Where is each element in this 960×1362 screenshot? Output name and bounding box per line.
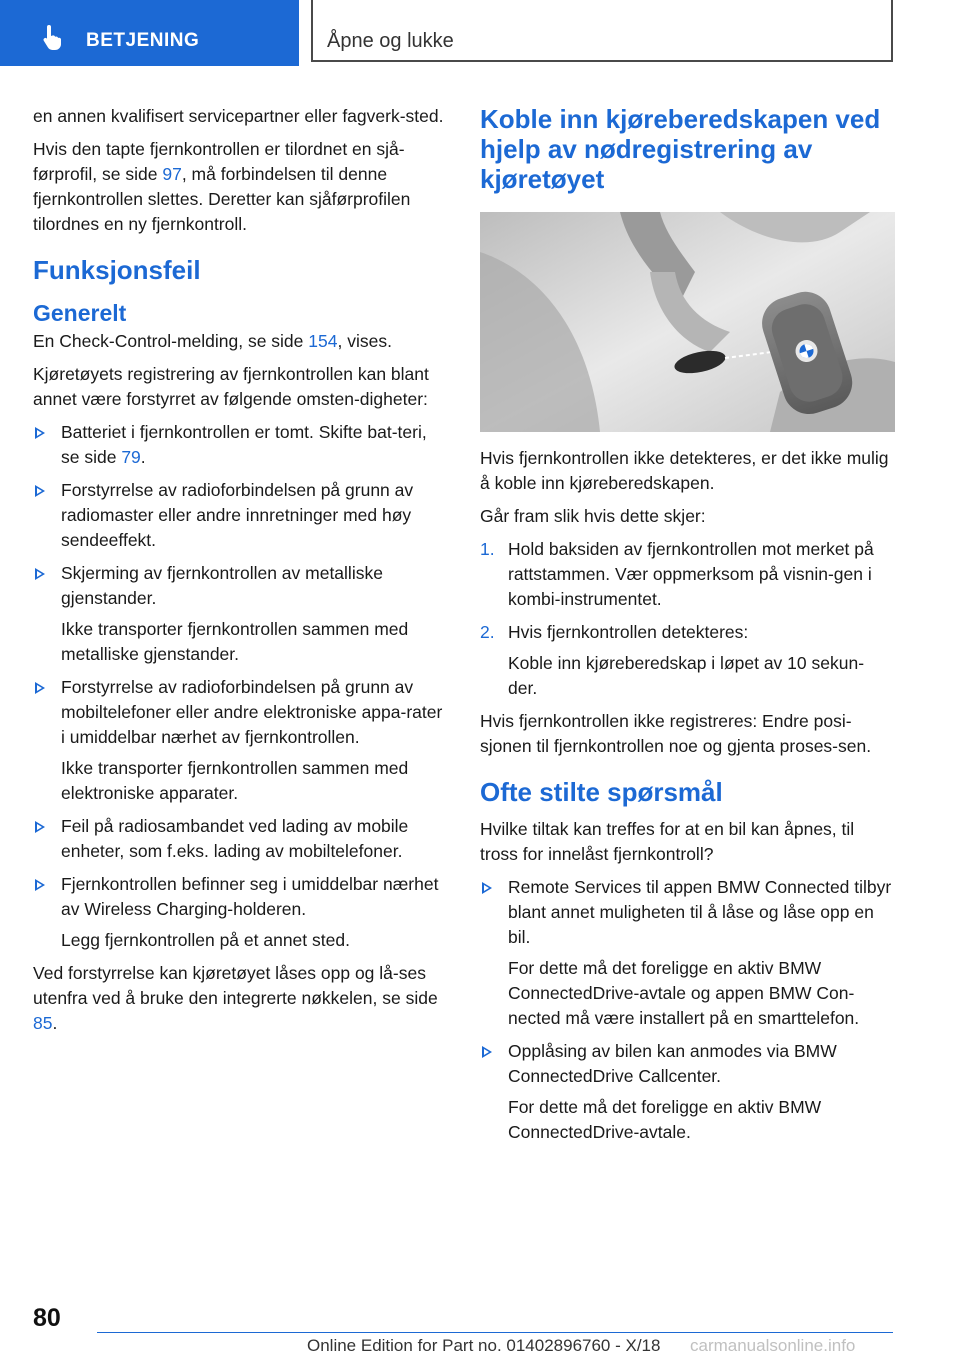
steering-column-illustration — [480, 212, 895, 432]
paragraph: Hvis fjernkontrollen ikke detekteres, er det ikke mulig å koble inn kjøreberedskapen. — [480, 448, 889, 493]
triangle-bullet-icon — [35, 821, 45, 833]
text: . — [52, 1013, 58, 1033]
list-item — [33, 814, 445, 864]
text: En Check-Control-melding, se side — [33, 331, 309, 351]
triangle-bullet-icon — [482, 882, 492, 894]
left-column — [33, 104, 445, 1044]
paragraph: Hvilke tiltak kan treffes for at en bil kan åpnes, til tross for innelåst fjernkontroll? — [480, 819, 855, 864]
sub-text: Ikke transporter fjernkontrollen sammen med metalliske gjenstander. — [61, 619, 409, 664]
paragraph: Kjøretøyets registrering av fjernkontrollen kan blant annet være forstyrret av følgende omsten-digheter: — [33, 364, 429, 409]
triangle-bullet-icon — [35, 682, 45, 694]
paragraph — [33, 961, 445, 1036]
watermark: carmanualsonline.info — [690, 1336, 856, 1355]
heading-koble-inn: Koble inn kjøreberedskapen ved hjelp av nødregistrering av kjøretøyet — [480, 104, 881, 194]
text: , vises. — [337, 331, 392, 351]
section-title: Åpne og lukke — [327, 30, 454, 52]
heading-generelt: Generelt — [33, 300, 127, 326]
triangle-bullet-icon — [35, 879, 45, 891]
right-column — [480, 104, 892, 1153]
list-item — [33, 675, 445, 806]
list-item — [480, 1039, 892, 1145]
bullet-list — [33, 420, 445, 953]
list-item — [33, 420, 445, 470]
text: Batteriet i fjernkontrollen er tomt. Skifte bat-teri, se side — [61, 422, 427, 467]
text: Forstyrrelse av radioforbindelsen på grunn av mobiltelefoner eller andre elektroniske appa-rater i umiddelbar nærhet av fjernkontrollen. — [61, 677, 443, 747]
section-tab — [311, 0, 893, 62]
page-footer — [0, 1300, 960, 1362]
page-header — [0, 0, 960, 66]
triangle-bullet-icon — [35, 485, 45, 497]
list-item — [33, 561, 445, 667]
text: Feil på radiosambandet ved lading av mobile enheter, som f.eks. lading av mobiltelefoner. — [61, 816, 409, 861]
triangle-bullet-icon — [482, 1046, 492, 1058]
list-item — [33, 478, 445, 553]
paragraph: Går fram slik hvis dette skjer: — [480, 506, 706, 526]
text: Hold baksiden av fjernkontrollen mot merket på rattstammen. Vær oppmerksom på visnin-gen i kombi-instrumentet. — [508, 539, 874, 609]
heading-funksjonsfeil: Funksjonsfeil — [33, 255, 201, 285]
heading-ofte-stilte: Ofte stilte spørsmål — [480, 777, 723, 807]
steering-column-photo — [480, 212, 895, 432]
sub-text: Koble inn kjøreberedskap i løpet av 10 sekun-der. — [508, 653, 865, 698]
text: Skjerming av fjernkontrollen av metalliske gjenstander. — [61, 563, 383, 608]
sub-text: For dette må det foreligge en aktiv BMW ConnectedDrive-avtale og appen BMW Con-nected må være installert på en smarttelefon. — [508, 958, 860, 1028]
page-link[interactable]: 97 — [162, 164, 182, 184]
paragraph: Hvis fjernkontrollen ikke registreres: Endre posi-sjonen til fjernkontrollen noe og gjenta proses-sen. — [480, 711, 872, 756]
step-number: 1. — [480, 539, 495, 559]
text: Opplåsing av bilen kan anmodes via BMW ConnectedDrive Callcenter. — [508, 1041, 837, 1086]
paragraph — [33, 329, 445, 354]
text: Hvis den tapte fjernkontrollen er tilordnet en sjå-førprofil, se side — [33, 139, 405, 184]
sub-text: Ikke transporter fjernkontrollen sammen med elektroniske apparater. — [61, 758, 409, 803]
footer-divider — [97, 1332, 893, 1333]
chapter-tab — [0, 0, 299, 66]
text: Forstyrrelse av radioforbindelsen på grunn av radiomaster eller andre innretninger med høy sendeeffekt. — [61, 480, 414, 550]
text: Ved forstyrrelse kan kjøretøyet låses opp og lå-ses utenfra ved å bruke den integrerte nøkkelen, se side — [33, 963, 438, 1008]
list-item — [480, 537, 892, 612]
step-number: 2. — [480, 622, 495, 642]
text: Remote Services til appen BMW Connected tilbyr blant annet muligheten til å låse og låse opp en bil. — [508, 877, 892, 947]
pointing-hand-icon — [38, 24, 66, 52]
page-link[interactable]: 154 — [308, 331, 338, 351]
list-item — [33, 872, 445, 953]
paragraph: en annen kvalifisert servicepartner eller fagverk-sted. — [33, 106, 444, 126]
list-item — [480, 620, 892, 701]
edition-text: Online Edition for Part no. 01402896760 - X/18 — [307, 1336, 661, 1355]
sub-text: Legg fjernkontrollen på et annet sted. — [61, 930, 350, 950]
text: Fjernkontrollen befinner seg i umiddelbar nærhet av Wireless Charging-holderen. — [61, 874, 439, 919]
sub-text: For dette må det foreligge en aktiv BMW ConnectedDrive-avtale. — [508, 1097, 822, 1142]
chapter-title: BETJENING — [86, 30, 200, 51]
page-link[interactable]: 79 — [121, 447, 141, 467]
triangle-bullet-icon — [35, 568, 45, 580]
paragraph — [33, 137, 445, 237]
bullet-list — [480, 875, 892, 1145]
text: , må forbindelsen til denne fjernkontrollen slettes. Deretter kan sjåførprofilen tilordnes en ny fjernkontroll. — [33, 164, 411, 234]
text: Hvis fjernkontrollen detekteres: — [508, 622, 749, 642]
step-list — [480, 537, 892, 701]
text: . — [140, 447, 146, 467]
page-number: 80 — [33, 1304, 61, 1332]
page-link[interactable]: 85 — [33, 1013, 53, 1033]
triangle-bullet-icon — [35, 427, 45, 439]
list-item — [480, 875, 892, 1031]
